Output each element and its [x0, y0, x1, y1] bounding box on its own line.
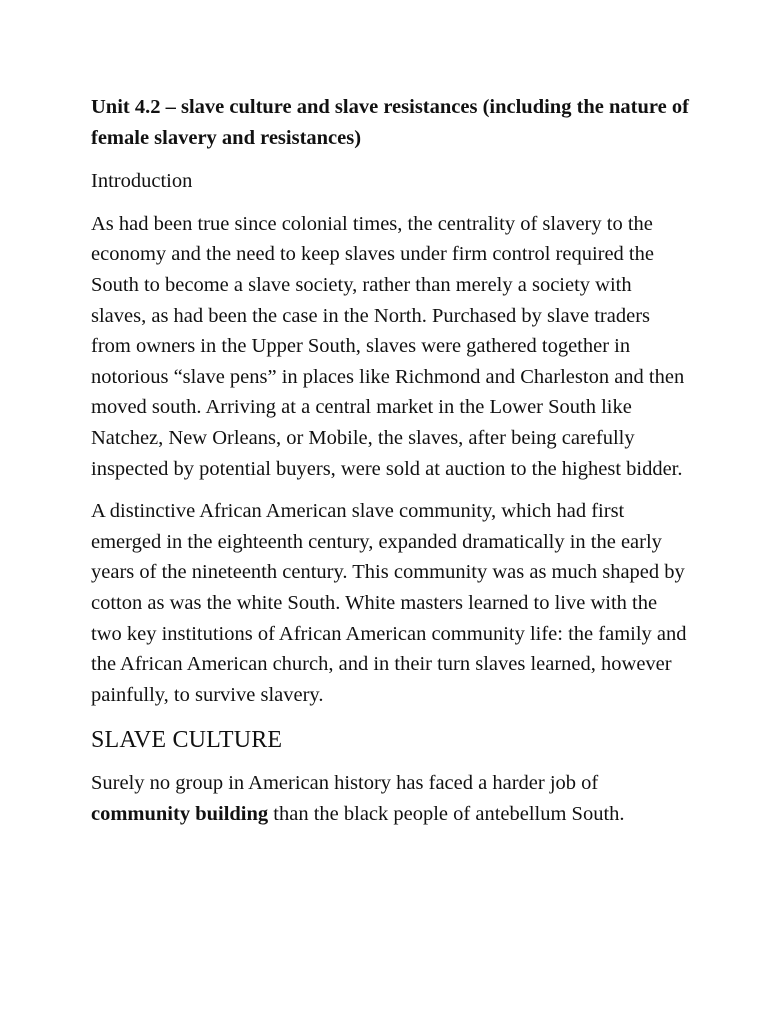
- paragraph-slave-community: A distinctive African American slave community, which had first emerged in the eighteenth century, expanded dramatically in the early years of the nineteenth century. This community was as much shaped by cotton as was the white South. White masters learned to live with the two key institutions of African American community life: the family and the African American church, and in their turn slaves learned, however painfully, to survive slavery.: [91, 500, 687, 706]
- introduction-label: Introduction: [91, 170, 193, 193]
- paragraph-text-after: than the black people of antebellum South.: [268, 802, 625, 825]
- document-page: [91, 92, 691, 829]
- paragraph-slave-society: As had been true since colonial times, the centrality of slavery to the economy and the need to keep slaves under firm control required the South to become a slave society, rather than merely a society with slaves, as had been the case in the North. Purchased by slave traders from owners in the Upper South, slaves were gathered together in notorious “slave pens” in places like Richmond and Charleston and then moved south. Arriving at a central market in the Lower South like Natchez, New Orleans, or Mobile, the slaves, after being carefully inspected by potential buyers, were sold at auction to the highest bidder.: [91, 212, 685, 480]
- unit-heading: Unit 4.2 – slave culture and slave resistances (including the nature of female slavery and resistances): [91, 96, 689, 149]
- bold-term: community building: [91, 802, 269, 825]
- paragraph-text-before: Surely no group in American history has faced a harder job of: [91, 772, 599, 795]
- section-title-slave-culture: SLAVE CULTURE: [91, 727, 283, 754]
- paragraph-community-building: [91, 768, 691, 829]
